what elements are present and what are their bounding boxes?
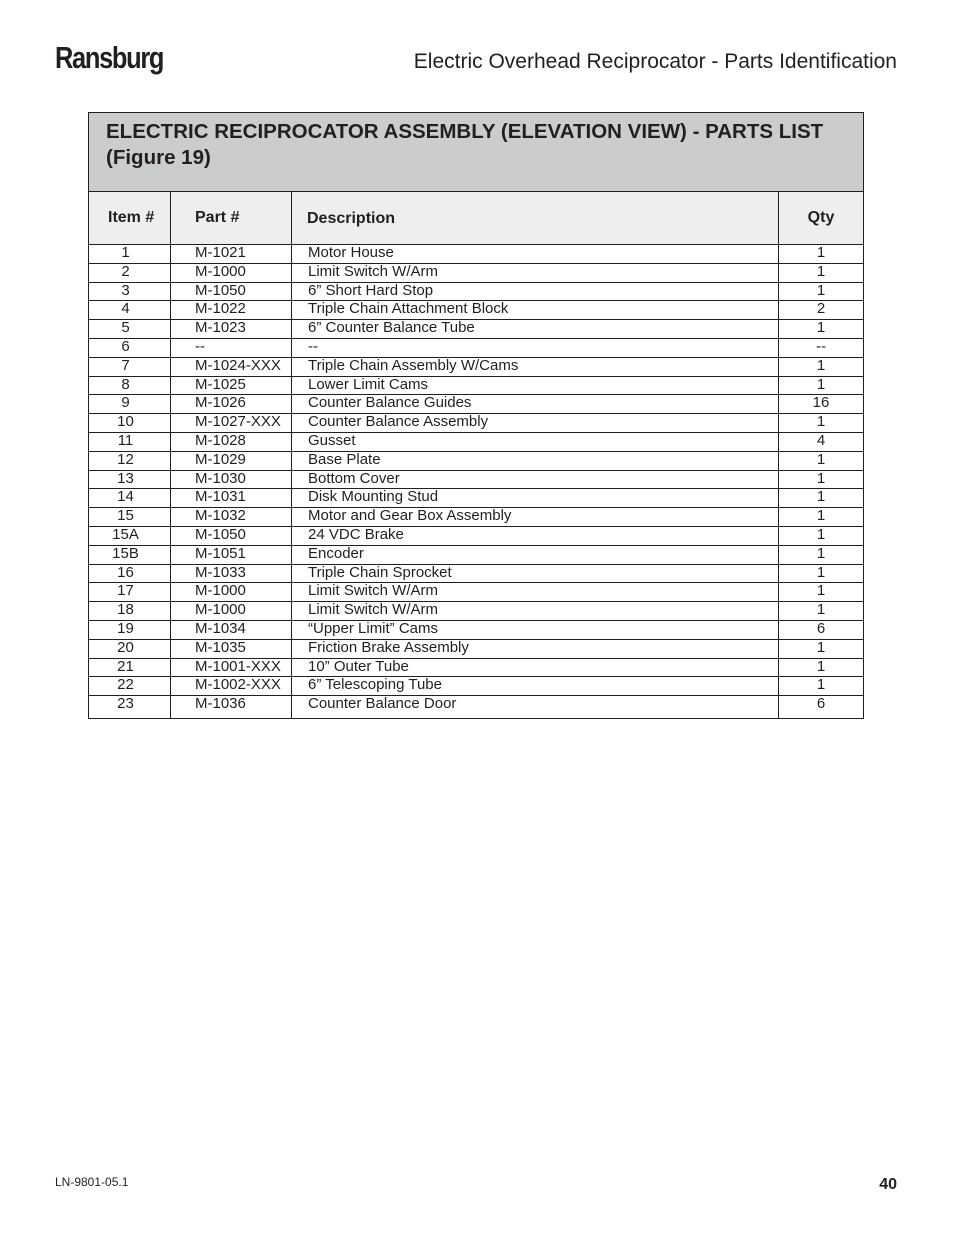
cell-part-number: M-1051 [171,545,292,564]
cell-item: 12 [89,451,171,470]
cell-item: 15 [89,508,171,527]
cell-part-number: M-1034 [171,620,292,639]
cell-part-number: M-1032 [171,508,292,527]
cell-description: 10” Outer Tube [292,658,779,677]
parts-list-table [88,112,864,719]
table-row [89,357,864,376]
cell-description: Motor and Gear Box Assembly [292,508,779,527]
cell-qty: 1 [779,357,864,376]
cell-description: 6” Telescoping Tube [292,677,779,696]
table-row [89,376,864,395]
cell-qty: 1 [779,470,864,489]
cell-part-number: M-1023 [171,320,292,339]
table-row [89,545,864,564]
cell-part-number: M-1000 [171,583,292,602]
cell-qty: 1 [779,451,864,470]
cell-item: 21 [89,658,171,677]
cell-description: Triple Chain Attachment Block [292,301,779,320]
table-row [89,320,864,339]
cell-item: 20 [89,639,171,658]
table-row [89,395,864,414]
cell-qty: 1 [779,526,864,545]
table-row [89,602,864,621]
cell-item: 15B [89,545,171,564]
cell-item: 23 [89,696,171,719]
cell-item: 22 [89,677,171,696]
column-header-qty: Qty [779,192,864,245]
cell-qty: 1 [779,583,864,602]
cell-item: 11 [89,432,171,451]
cell-qty: 1 [779,508,864,527]
cell-part-number: M-1001-XXX [171,658,292,677]
cell-item: 2 [89,263,171,282]
cell-part-number: M-1028 [171,432,292,451]
table-row [89,489,864,508]
cell-qty: 1 [779,263,864,282]
cell-qty: 16 [779,395,864,414]
cell-description: 6” Counter Balance Tube [292,320,779,339]
cell-description: Gusset [292,432,779,451]
cell-qty: 1 [779,564,864,583]
cell-part-number: M-1025 [171,376,292,395]
table-row [89,658,864,677]
cell-qty: 6 [779,696,864,719]
cell-item: 9 [89,395,171,414]
cell-qty: 1 [779,489,864,508]
brand-logo: Ransburg [55,40,164,75]
cell-qty: 1 [779,320,864,339]
cell-item: 4 [89,301,171,320]
table-row [89,583,864,602]
cell-item: 18 [89,602,171,621]
cell-description: -- [292,338,779,357]
table-row [89,338,864,357]
document-number: LN-9801-05.1 [55,1175,129,1189]
column-header-description: Description [292,192,779,245]
cell-qty: 1 [779,602,864,621]
cell-part-number: -- [171,338,292,357]
column-header-part: Part # [171,192,292,245]
cell-part-number: M-1002-XXX [171,677,292,696]
cell-item: 13 [89,470,171,489]
page-header-title: Electric Overhead Reciprocator - Parts Identification [413,50,897,73]
cell-item: 16 [89,564,171,583]
cell-description: Triple Chain Sprocket [292,564,779,583]
cell-description: Counter Balance Door [292,696,779,719]
table-row [89,414,864,433]
table-row [89,696,864,719]
cell-item: 3 [89,282,171,301]
cell-description: Lower Limit Cams [292,376,779,395]
cell-qty: 1 [779,545,864,564]
cell-part-number: M-1000 [171,602,292,621]
cell-qty: 1 [779,414,864,433]
column-header-item: Item # [89,192,171,245]
table-row [89,282,864,301]
cell-item: 15A [89,526,171,545]
cell-part-number: M-1031 [171,489,292,508]
cell-qty: 1 [779,658,864,677]
cell-part-number: M-1050 [171,282,292,301]
cell-description: Bottom Cover [292,470,779,489]
cell-qty: 1 [779,376,864,395]
table-row [89,526,864,545]
cell-qty: 4 [779,432,864,451]
cell-description: Encoder [292,545,779,564]
cell-item: 1 [89,245,171,264]
cell-part-number: M-1022 [171,301,292,320]
cell-part-number: M-1036 [171,696,292,719]
cell-qty: 6 [779,620,864,639]
cell-part-number: M-1021 [171,245,292,264]
cell-description: Friction Brake Assembly [292,639,779,658]
table-row [89,639,864,658]
cell-description: “Upper Limit” Cams [292,620,779,639]
cell-qty: -- [779,338,864,357]
table-row [89,470,864,489]
table-title: ELECTRIC RECIPROCATOR ASSEMBLY (ELEVATION VIEW) - PARTS LIST (Figure 19) [89,113,864,192]
cell-description: Counter Balance Assembly [292,414,779,433]
cell-description: Triple Chain Assembly W/Cams [292,357,779,376]
table-row [89,451,864,470]
table-row [89,432,864,451]
cell-description: 24 VDC Brake [292,526,779,545]
table-row [89,301,864,320]
cell-description: Limit Switch W/Arm [292,602,779,621]
cell-part-number: M-1024-XXX [171,357,292,376]
cell-qty: 2 [779,301,864,320]
cell-item: 7 [89,357,171,376]
cell-item: 6 [89,338,171,357]
cell-part-number: M-1000 [171,263,292,282]
cell-part-number: M-1030 [171,470,292,489]
cell-description: Limit Switch W/Arm [292,583,779,602]
cell-part-number: M-1035 [171,639,292,658]
table-row [89,620,864,639]
cell-qty: 1 [779,282,864,301]
cell-part-number: M-1029 [171,451,292,470]
cell-item: 10 [89,414,171,433]
cell-description: Disk Mounting Stud [292,489,779,508]
cell-part-number: M-1050 [171,526,292,545]
cell-item: 14 [89,489,171,508]
table-row [89,245,864,264]
cell-qty: 1 [779,639,864,658]
table-row [89,508,864,527]
cell-description: Limit Switch W/Arm [292,263,779,282]
cell-item: 17 [89,583,171,602]
cell-qty: 1 [779,677,864,696]
table-row [89,564,864,583]
cell-item: 8 [89,376,171,395]
cell-description: Counter Balance Guides [292,395,779,414]
table-row [89,677,864,696]
cell-part-number: M-1026 [171,395,292,414]
cell-description: Motor House [292,245,779,264]
cell-description: Base Plate [292,451,779,470]
cell-part-number: M-1027-XXX [171,414,292,433]
cell-qty: 1 [779,245,864,264]
cell-description: 6” Short Hard Stop [292,282,779,301]
parts-table-body [89,245,864,719]
cell-part-number: M-1033 [171,564,292,583]
cell-item: 19 [89,620,171,639]
page-number: 40 [879,1176,897,1193]
table-row [89,263,864,282]
cell-item: 5 [89,320,171,339]
